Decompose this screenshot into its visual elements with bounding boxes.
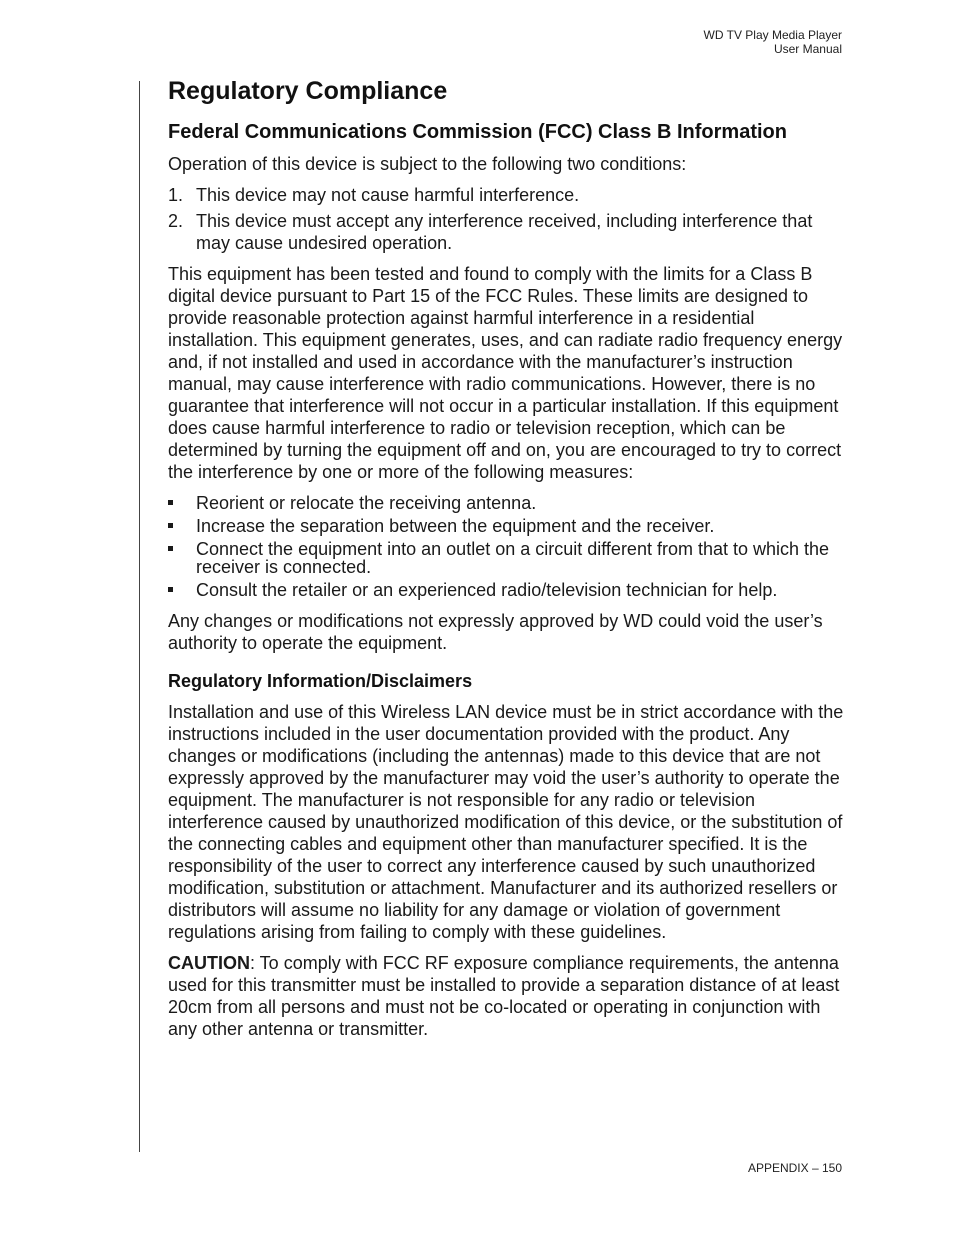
conditions-list	[168, 184, 844, 254]
square-bullet-icon	[168, 546, 173, 551]
caution-label: CAUTION	[168, 953, 250, 973]
list-text: This device must accept any interference received, including interference that may cause undesired operation.	[196, 211, 813, 253]
header-product-name: WD TV Play Media Player	[703, 28, 842, 42]
list-number: 2.	[168, 211, 184, 231]
caution-text: : To comply with FCC RF exposure compliance requirements, the antenna used for this transmitter must be installed to provide a separation distance of at least 20cm from all persons and must not be co-located or operating in conjunction with any other antenna or transmitter.	[168, 953, 840, 1039]
list-text: This device may not cause harmful interference.	[196, 185, 580, 205]
square-bullet-icon	[168, 500, 173, 505]
list-item	[168, 515, 844, 537]
square-bullet-icon	[168, 587, 173, 592]
measures-list	[168, 492, 844, 601]
list-item	[168, 492, 844, 514]
list-text: Connect the equipment into an outlet on a circuit different from that to which the receiver is connected.	[196, 539, 830, 577]
list-item	[168, 210, 844, 254]
list-text: Increase the separation between the equipment and the receiver.	[196, 516, 715, 536]
list-text: Consult the retailer or an experienced radio/television technician for help.	[196, 580, 778, 600]
running-header	[704, 28, 843, 56]
list-text: Reorient or relocate the receiving antenna.	[196, 493, 537, 513]
disclaimers-body: Installation and use of this Wireless LAN device must be in strict accordance with the instructions included in the user documentation provided with the product. Any changes or modifications (including the antennas) made to this device that are not expressly approved by the manufacturer may void the user’s authority to operate the equipment. The manufacturer is not responsible for any radio or television interference caused by unauthorized modification of this device, or the substitution of the connecting cables and equipment other than manufacturer specified. It is the responsibility of the user to correct any interference caused by such unauthorized modification, substitution or attachment. Manufacturer and its authorized resellers or distributors will assume no liability for any damage or violation of government regulations arising from failing to comply with these guidelines.	[168, 702, 844, 942]
square-bullet-icon	[168, 523, 173, 528]
header-document-type: User Manual	[773, 42, 842, 56]
page-footer: APPENDIX – 150	[747, 1161, 842, 1175]
caution-paragraph	[168, 952, 844, 1040]
list-number: 1.	[168, 185, 184, 205]
fcc-intro: Operation of this device is subject to the following two conditions:	[168, 154, 687, 174]
disclaimers-heading: Regulatory Information/Disclaimers	[168, 671, 473, 691]
list-item	[168, 184, 844, 206]
page-content	[168, 76, 844, 1049]
fcc-body: This equipment has been tested and found to comply with the limits for a Class B digital device pursuant to Part 15 of the FCC Rules. These limits are designed to provide reasonable protection against harmful interference in a residential installation. This equipment generates, uses, and can radiate radio frequency energy and, if not installed and used in accordance with the manufacturer’s instruction manual, may cause interference with radio communications. However, there is no guarantee that interference will not occur in a particular installation. If this equipment does cause harmful interference to radio or television reception, which can be determined by turning the equipment off and on, you are encouraged to try to correct the interference by one or more of the following measures:	[168, 264, 843, 482]
list-item	[168, 538, 844, 578]
fcc-heading: Federal Communications Commission (FCC) Class B Information	[168, 121, 787, 143]
margin-rule	[139, 81, 140, 1152]
fcc-closing: Any changes or modifications not expressly approved by WD could void the user’s authority to operate the equipment.	[168, 611, 823, 653]
list-item	[168, 579, 844, 601]
page-title: Regulatory Compliance	[168, 77, 448, 105]
